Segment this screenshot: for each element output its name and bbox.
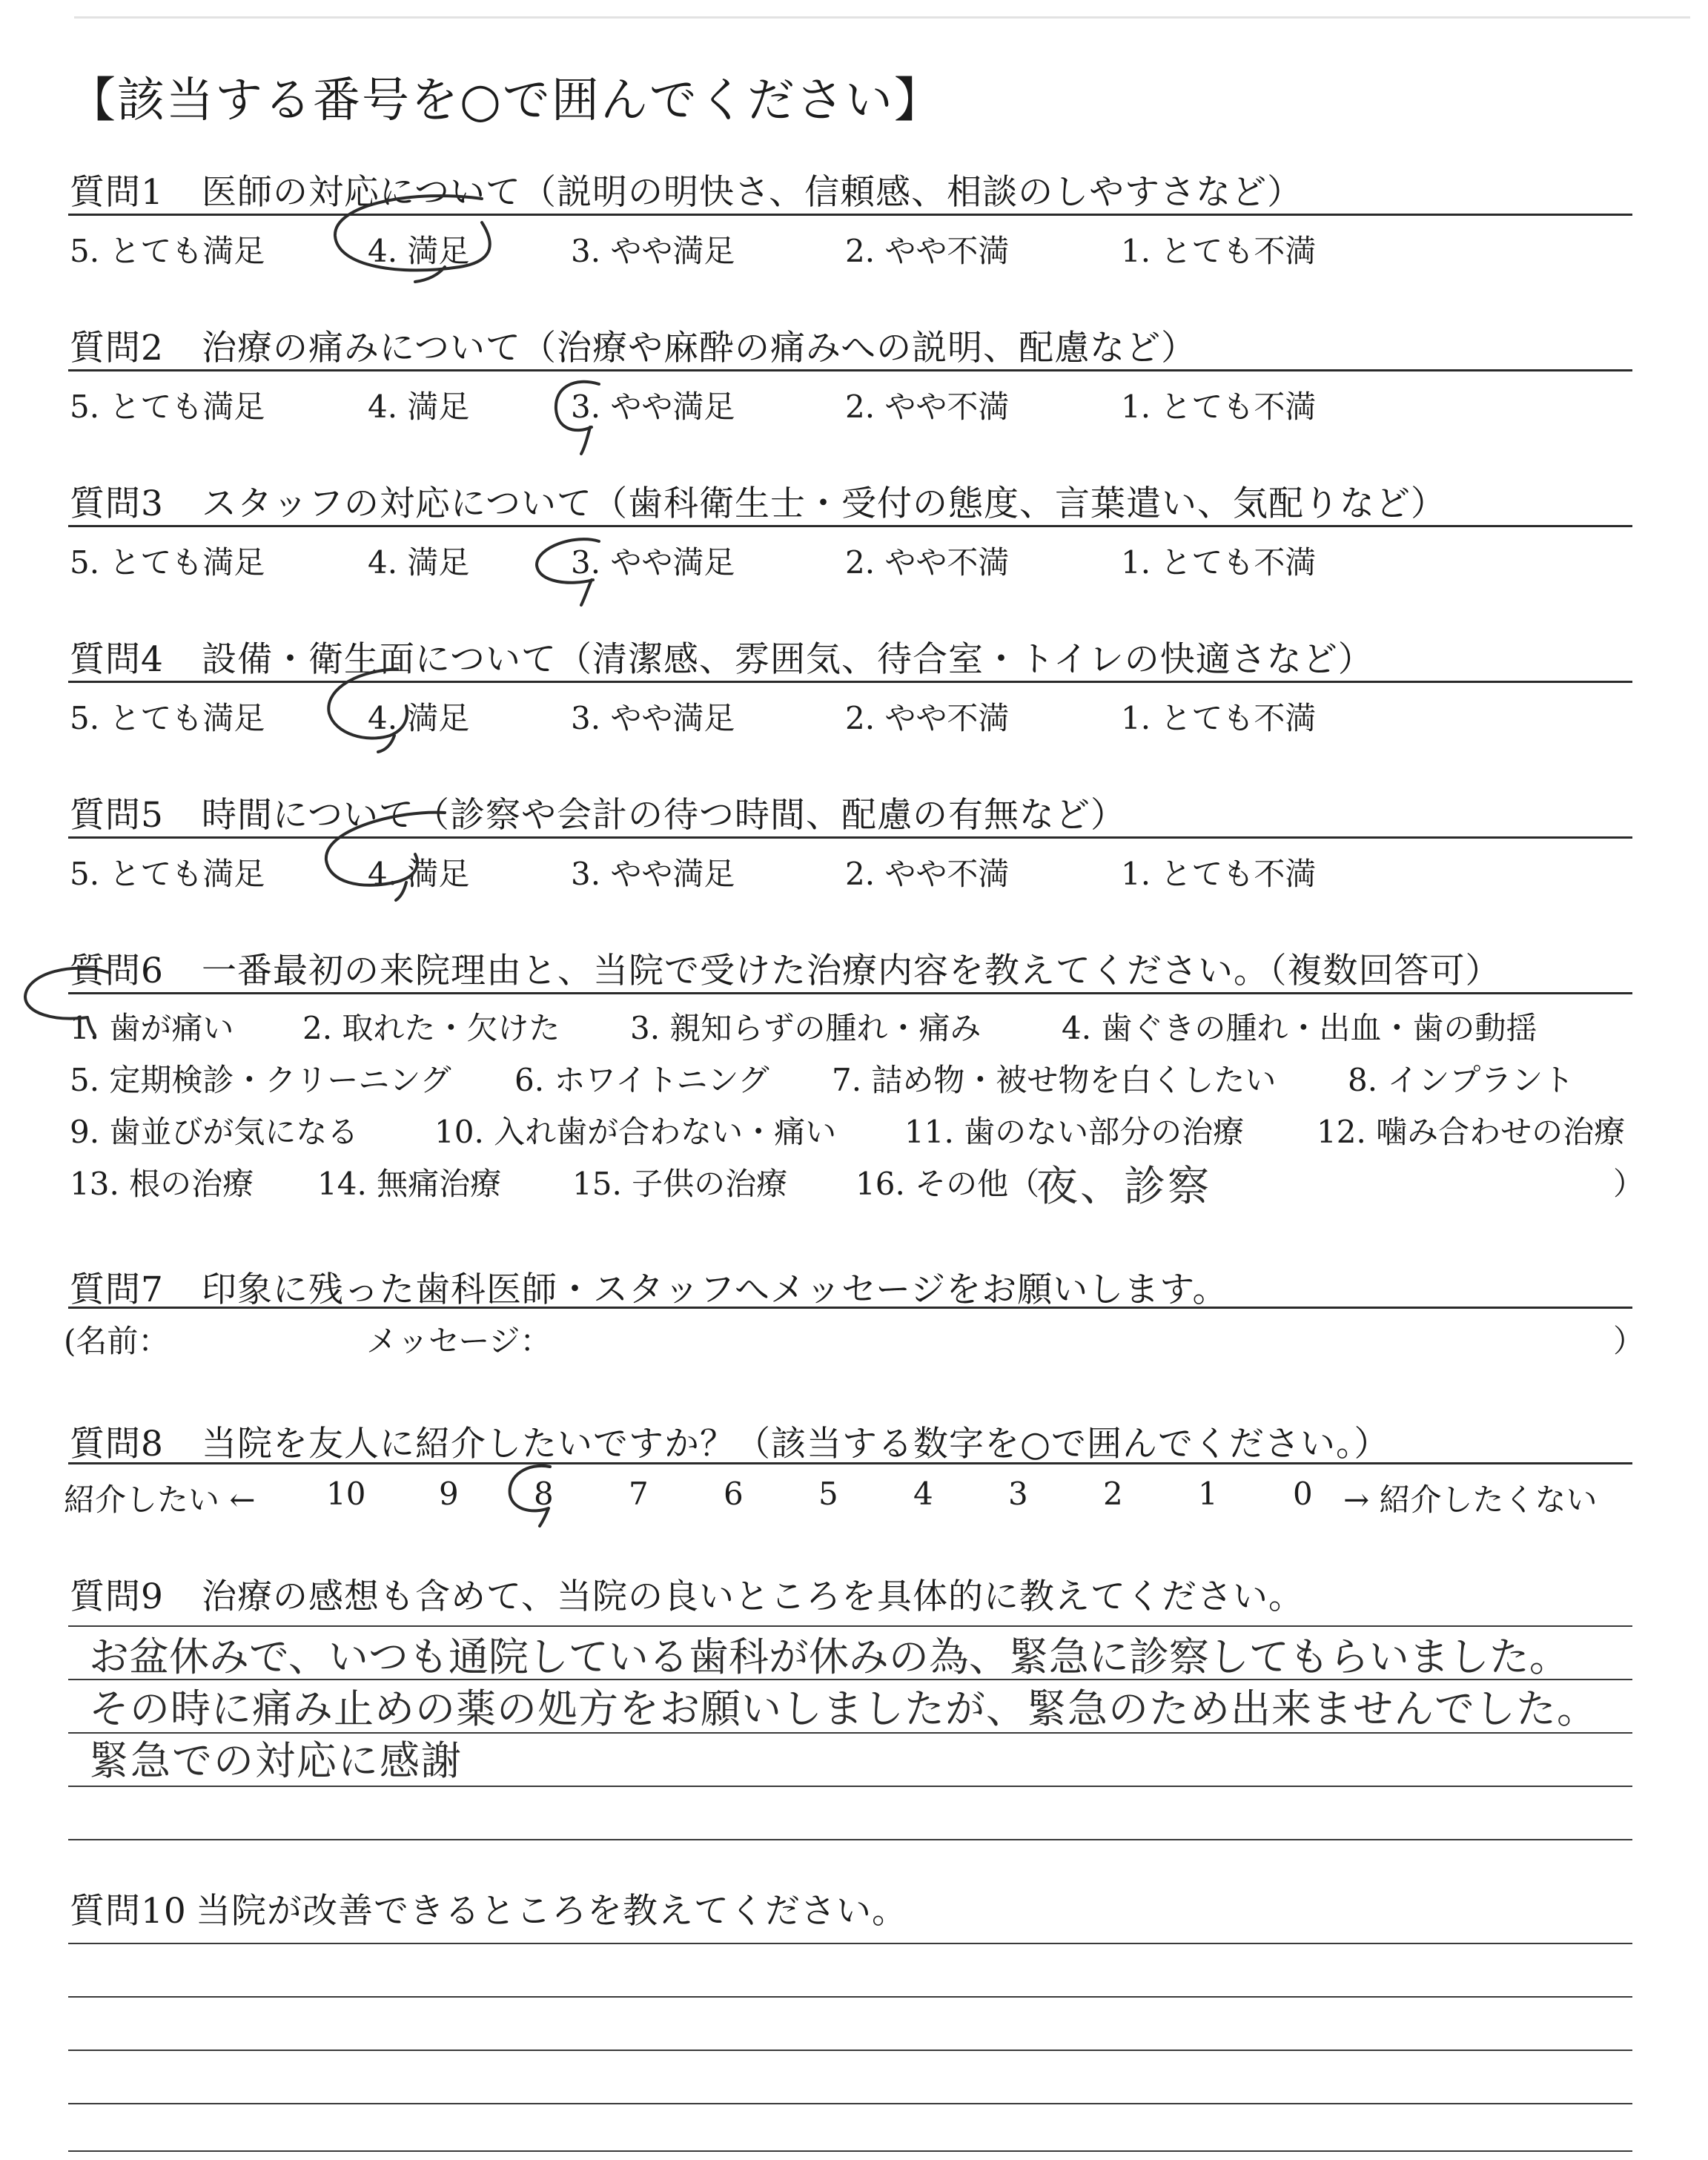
question-3-rule	[68, 525, 1632, 527]
q4-option-1[interactable]: 1. とても不満	[1121, 700, 1317, 736]
q6-option-4[interactable]: 4. 歯ぐきの腫れ・出血・歯の動揺	[1062, 1010, 1537, 1046]
q2-option-5[interactable]: 5. とても満足	[70, 389, 265, 425]
q5-option-2[interactable]: 2. やや不満	[845, 856, 1010, 892]
question-2-rule	[68, 369, 1632, 371]
question-number: 質問6	[70, 951, 164, 991]
q6-option-16[interactable]: 16. その他（	[855, 1166, 1040, 1202]
q6-option-13[interactable]: 13. 根の治療	[70, 1166, 254, 1202]
q6-option-5[interactable]: 5. 定期検診・クリーニング	[70, 1062, 451, 1098]
q5-option-5[interactable]: 5. とても満足	[70, 856, 265, 892]
q8-scale-2[interactable]: 2	[1103, 1476, 1123, 1512]
q6-other-close-paren: ）	[1613, 1166, 1645, 1202]
q6-option-9[interactable]: 9. 歯並びが気になる	[70, 1114, 359, 1150]
q6-option-15[interactable]: 15. 子供の治療	[572, 1166, 788, 1202]
q7-close-paren: ）	[1613, 1323, 1645, 1359]
q8-scale-5[interactable]: 5	[818, 1476, 838, 1512]
question-1-rule	[68, 214, 1632, 216]
question-10	[70, 1883, 907, 1933]
q8-scale-0[interactable]: 0	[1293, 1476, 1313, 1512]
q6-option-12[interactable]: 12. 噛み合わせの治療	[1317, 1114, 1626, 1150]
q9-answer-line	[68, 1839, 1632, 1840]
question-4	[70, 632, 1374, 681]
q1-option-1[interactable]: 1. とても不満	[1121, 233, 1317, 269]
q10-answer-line	[68, 2103, 1632, 2104]
q6-option-10[interactable]: 10. 入れ歯が合わない・痛い	[434, 1114, 837, 1150]
top-edge-line	[74, 16, 1690, 19]
question-5-rule	[68, 836, 1632, 839]
q1-option-2[interactable]: 2. やや不満	[845, 233, 1010, 269]
q8-scale-1[interactable]: 1	[1198, 1476, 1218, 1512]
q6-option-6[interactable]: 6. ホワイトニング	[514, 1062, 769, 1098]
q2-option-3[interactable]: 3. やや満足	[571, 389, 735, 425]
q5-option-4[interactable]: 4. 満足	[368, 856, 470, 892]
question-7	[70, 1262, 1228, 1312]
question-number: 質問7	[70, 1269, 164, 1310]
q3-option-3[interactable]: 3. やや満足	[571, 544, 735, 581]
instruction-heading: 【該当する番号を○で囲んでください】	[68, 73, 943, 128]
question-number: 質問3	[70, 483, 164, 524]
question-8-rule	[68, 1462, 1632, 1464]
question-number: 質問8	[70, 1424, 164, 1464]
q6-option-8[interactable]: 8. インプラント	[1348, 1062, 1575, 1098]
question-number: 質問5	[70, 795, 164, 836]
question-text: 時間について（診察や会計の待つ時間、配慮の有無など）	[202, 795, 1127, 836]
q1-option-4[interactable]: 4. 満足	[368, 233, 470, 269]
q6-other-answer: 夜、診察	[1036, 1163, 1211, 1211]
q8-scale-9[interactable]: 9	[439, 1476, 459, 1512]
q10-answer-line	[68, 2150, 1632, 2152]
q9-answer-line-2: その時に痛み止めの薬の処方をお願いしましたが、緊急のため出来ませんでした。	[89, 1685, 1598, 1732]
q3-option-1[interactable]: 1. とても不満	[1121, 544, 1317, 581]
q8-scale-4[interactable]: 4	[913, 1476, 933, 1512]
q5-option-3[interactable]: 3. やや満足	[571, 856, 735, 892]
q6-option-1[interactable]: 1. 歯が痛い	[70, 1010, 234, 1046]
question-text: 当院が改善できるところを教えてください。	[196, 1891, 907, 1932]
q6-option-2[interactable]: 2. 取れた・欠けた	[302, 1010, 560, 1046]
question-number: 質問2	[70, 328, 164, 369]
q1-option-5[interactable]: 5. とても満足	[70, 233, 265, 269]
q8-scale-7[interactable]: 7	[629, 1476, 649, 1512]
q2-option-1[interactable]: 1. とても不満	[1121, 389, 1317, 425]
question-6-rule	[68, 992, 1632, 994]
q5-option-1[interactable]: 1. とても不満	[1121, 856, 1317, 892]
q4-option-2[interactable]: 2. やや不満	[845, 700, 1010, 736]
q10-answer-line	[68, 2050, 1632, 2051]
q6-option-11[interactable]: 11. 歯のない部分の治療	[904, 1114, 1245, 1150]
question-4-rule	[68, 681, 1632, 683]
question-text: 治療の痛みについて（治療や麻酔の痛みへの説明、配慮など）	[202, 328, 1197, 369]
question-3	[70, 476, 1446, 526]
q4-option-3[interactable]: 3. やや満足	[571, 700, 735, 736]
question-number: 質問10	[70, 1891, 187, 1932]
q8-scale-3[interactable]: 3	[1008, 1476, 1028, 1512]
q4-option-5[interactable]: 5. とても満足	[70, 700, 265, 736]
q2-option-4[interactable]: 4. 満足	[368, 389, 470, 425]
q7-message-label: メッセージ：	[366, 1323, 552, 1359]
question-number: 質問1	[70, 172, 164, 213]
q9-answer-line-1: お盆休みで、いつも通院している歯科が休みの為、緊急に診察してもらいました。	[89, 1634, 1569, 1680]
q6-option-3[interactable]: 3. 親知らずの腫れ・痛み	[630, 1010, 982, 1046]
q8-scale-6[interactable]: 6	[724, 1476, 744, 1512]
q7-name-label: (名前：	[64, 1323, 170, 1359]
q4-option-4[interactable]: 4. 満足	[368, 700, 470, 736]
q9-answer-line-3: 緊急での対応に感謝	[89, 1737, 463, 1784]
q10-answer-line	[68, 1996, 1632, 1998]
q1-option-3[interactable]: 3. やや満足	[571, 233, 735, 269]
q3-option-2[interactable]: 2. やや不満	[845, 544, 1010, 581]
q10-answer-line	[68, 1943, 1632, 1944]
q6-option-14[interactable]: 14. 無痛治療	[317, 1166, 502, 1202]
question-number: 質問9	[70, 1576, 164, 1617]
question-8	[70, 1416, 1390, 1466]
question-6	[70, 943, 1501, 993]
question-number: 質問4	[70, 639, 164, 680]
question-2	[70, 320, 1196, 370]
question-9	[70, 1569, 1304, 1619]
question-7-rule	[68, 1307, 1632, 1309]
q8-scale-10[interactable]: 10	[326, 1476, 366, 1512]
question-text: スタッフの対応について（歯科衛生士・受付の態度、言葉遣い、気配りなど）	[202, 483, 1447, 524]
q3-option-5[interactable]: 5. とても満足	[70, 544, 265, 581]
question-text: 当院を友人に紹介したいですか？（該当する数字を○で囲んでください。）	[202, 1424, 1390, 1464]
question-5	[70, 787, 1126, 837]
q6-option-7[interactable]: 7. 詰め物・被せ物を白くしたい	[832, 1062, 1277, 1098]
q2-option-2[interactable]: 2. やや不満	[845, 389, 1010, 425]
question-1	[70, 165, 1302, 214]
question-text: 設備・衛生面について（清潔感、雰囲気、待合室・トイレの快適さなど）	[202, 639, 1374, 680]
q8-scale-8[interactable]: 8	[534, 1476, 554, 1512]
question-text: 印象に残った歯科医師・スタッフへメッセージをお願いします。	[202, 1269, 1228, 1310]
q8-right-label: → 紹介したくない	[1343, 1482, 1598, 1518]
q8-left-label: 紹介したい ←	[64, 1482, 256, 1518]
question-text: 医師の対応について（説明の明快さ、信頼感、相談のしやすさなど）	[202, 172, 1303, 213]
question-text: 治療の感想も含めて、当院の良いところを具体的に教えてください。	[202, 1576, 1305, 1617]
question-text: 一番最初の来院理由と、当院で受けた治療内容を教えてください。（複数回答可）	[202, 951, 1501, 991]
q3-option-4[interactable]: 4. 満足	[368, 544, 470, 581]
